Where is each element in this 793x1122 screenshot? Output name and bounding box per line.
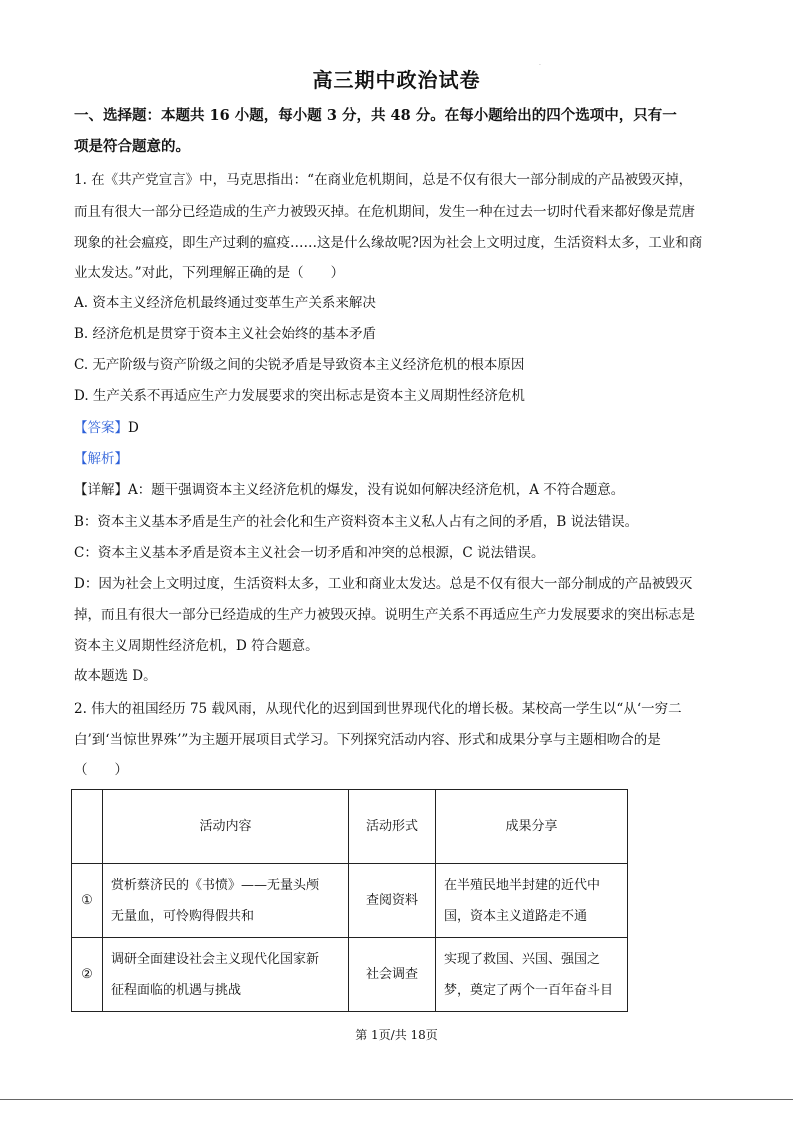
row-content: [103, 864, 349, 938]
q2-stem-line: （ ）: [74, 762, 128, 778]
header-cell: 活动内容: [103, 790, 349, 864]
q1-stem-line: 而且有很大一部分已经造成的生产力被毁灭掉。在危机期间，发生一种在过去一切时代看来都好像是荒唐: [74, 204, 695, 220]
analysis-label: 【解析】: [74, 451, 128, 467]
q1-detail-line: [74, 480, 624, 500]
q1-option-c: C. 无产阶级与资产阶级之间的尖锐矛盾是导致资本主义经济危机的根本原因: [74, 357, 525, 373]
q1-conclusion: 故本题选 D。: [74, 668, 157, 684]
stray-mark: ·: [539, 62, 541, 69]
cell-line: 无量血，可怜购得假共和: [111, 908, 255, 924]
row-content: [103, 938, 349, 1012]
q1-detail-line: C：资本主义基本矛盾是资本主义社会一切矛盾和冲突的总根源，C 说法错误。: [74, 545, 545, 561]
detail-label: 【详解】: [74, 482, 128, 498]
cell-line: 梦，奠定了两个一百年奋斗目: [444, 982, 614, 998]
bottom-rule: [0, 1099, 793, 1100]
cell-line: 调研全面建设社会主义现代化国家新: [111, 951, 320, 967]
cell-line: 赏析蔡济民的《书愤》——无量头颅: [111, 877, 320, 893]
table-row: [72, 864, 628, 938]
answer-value: D: [128, 420, 139, 436]
row-form: 社会调查: [349, 938, 436, 1012]
cell-line: 在半殖民地半封建的近代中: [444, 877, 601, 893]
detail-text: A：题干强调资本主义经济危机的爆发，没有说如何解决经济危机，A 不符合题意。: [128, 482, 625, 498]
row-form: 查阅资料: [349, 864, 436, 938]
answer-label: 【答案】: [74, 420, 128, 436]
q1-option-d: D. 生产关系不再适应生产力发展要求的突出标志是资本主义周期性经济危机: [74, 388, 525, 404]
header-cell: [72, 790, 103, 864]
cell-line: 征程面临的机遇与挑战: [111, 982, 242, 998]
q1-detail-line: B：资本主义基本矛盾是生产的社会化和生产资料资本主义私人占有之间的矛盾，B 说法错误。: [74, 514, 639, 530]
table-row: [72, 938, 628, 1012]
q1-stem-line: 业太发达。”对此，下列理解正确的是（ ）: [74, 265, 345, 281]
q2-stem-line: 2. 伟大的祖国经历 75 载风雨，从现代化的迟到国到世界现代化的增长极。某校高一学生以“从‘一穷二: [74, 701, 682, 717]
q1-detail-line: 掉，而且有很大一部分已经造成的生产力被毁灭掉。说明生产关系不再适应生产力发展要求的突出标志是: [74, 607, 695, 623]
header-cell: 活动形式: [349, 790, 436, 864]
q1-option-b: B. 经济危机是贯穿于资本主义社会始终的基本矛盾: [74, 326, 377, 342]
section-heading-line-1: 一、选择题：本题共 16 小题，每小题 3 分，共 48 分。在每小题给出的四个选项中，只有一: [74, 107, 677, 124]
q1-detail-line: D：因为社会上文明过度，生活资料太多，工业和商业太发达。总是不仅有很大一部分制成的产品被毁灭: [74, 576, 693, 592]
q1-answer: [74, 418, 139, 438]
q1-option-a: A. 资本主义经济危机最终通过变革生产关系来解决: [74, 295, 376, 311]
row-result: [436, 938, 628, 1012]
page-footer: 第 1页/共 18页: [355, 1028, 438, 1042]
row-result: [436, 864, 628, 938]
q1-stem-line: 现象的社会瘟疫，即生产过剩的瘟疫……这是什么缘故呢?因为社会上文明过度，生活资料太多，工业和商: [74, 235, 703, 251]
q2-table: [71, 789, 628, 1012]
cell-line: 国，资本主义道路走不通: [444, 908, 588, 924]
page-title: 高三期中政治试卷: [312, 68, 481, 92]
header-cell: 成果分享: [436, 790, 628, 864]
row-number: ②: [72, 938, 103, 1012]
row-number: ①: [72, 864, 103, 938]
q1-detail-line: 资本主义周期性经济危机，D 符合题意。: [74, 638, 319, 654]
table-header-row: [72, 790, 628, 864]
q1-stem-line: 1. 在《共产党宣言》中，马克思指出：“在商业危机期间，总是不仅有很大一部分制成的产品被毁灭掉，: [74, 172, 693, 188]
q2-stem-line: 白’到‘当惊世界殊’”为主题开展项目式学习。下列探究活动内容、形式和成果分享与主题相吻合的是: [74, 732, 661, 748]
cell-line: 实现了救国、兴国、强国之: [444, 951, 601, 967]
section-heading-line-2: 项是符合题意的。: [74, 138, 190, 155]
